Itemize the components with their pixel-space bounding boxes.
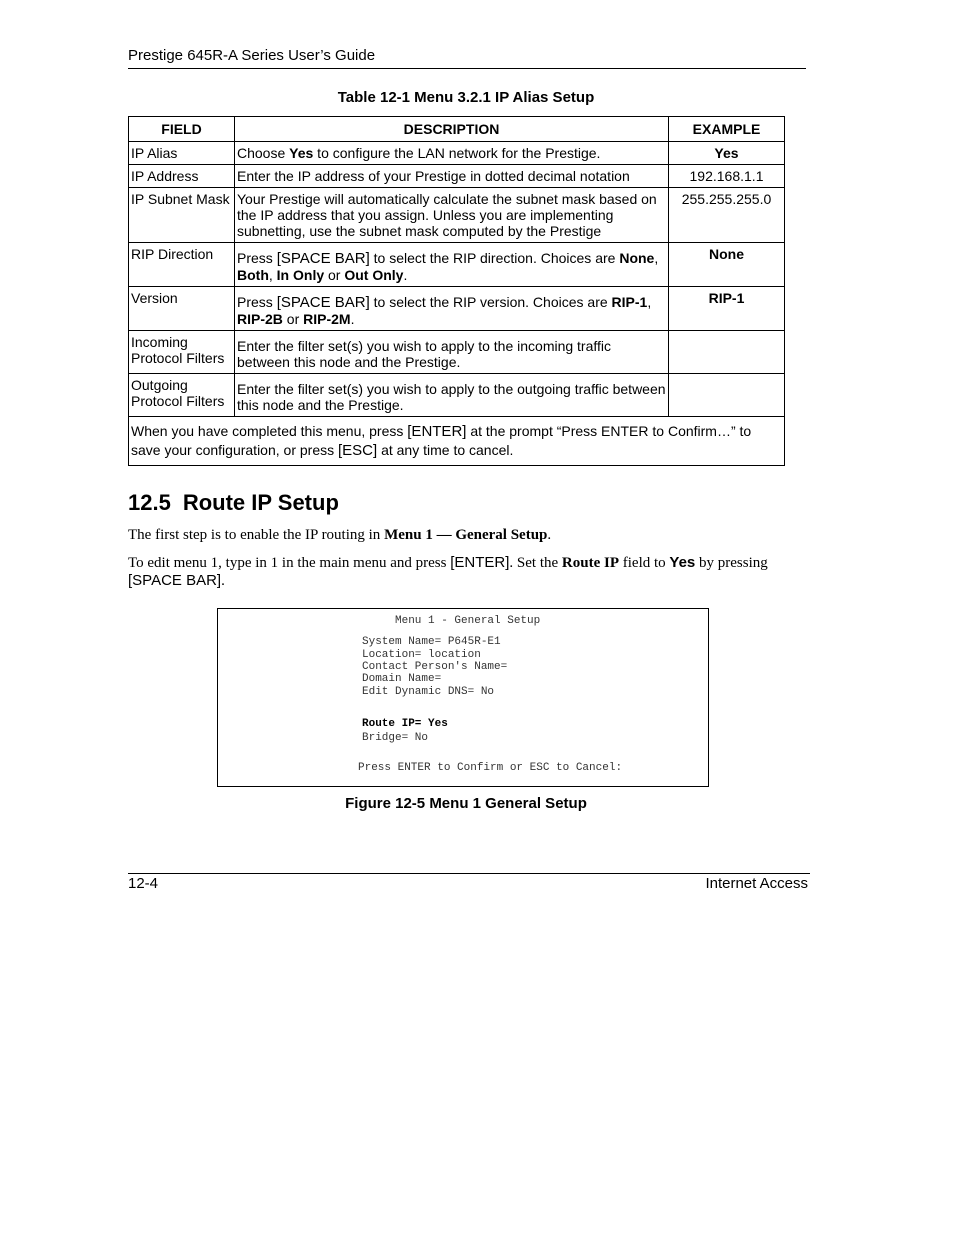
page-number: 12-4 [128, 875, 159, 892]
menu-dynamic-dns: Edit Dynamic DNS= No [362, 686, 495, 698]
description-cell: Enter the filter set(s) you wish to apply to the incoming traffic between this node and the Prestige. [235, 331, 669, 374]
menu-title: Menu 1 - General Setup [395, 615, 541, 627]
header-example: EXAMPLE [669, 117, 785, 142]
header-field: FIELD [129, 117, 235, 142]
table-row [129, 331, 785, 374]
section-heading [128, 490, 339, 516]
paragraph-2: To edit menu 1, type in 1 in the main menu and press [ENTER]. Set the Route IP field to Yes by pressing [SPACE BAR]. [128, 554, 768, 589]
menu-location: Location= location [362, 649, 481, 661]
header-description: DESCRIPTION [235, 117, 669, 142]
paragraph-1: The first step is to enable the IP routing in Menu 1 — General Setup. [128, 527, 552, 543]
ip-alias-table [128, 116, 785, 466]
example-cell: 255.255.255.0 [669, 188, 785, 243]
example-cell: RIP-1 [669, 287, 785, 331]
menu-1-screen [217, 608, 709, 787]
menu-system-name: System Name= P645R-E1 [362, 636, 501, 648]
field-cell: Outgoing Protocol Filters [129, 374, 235, 417]
running-header-title: Prestige 645R-A Series User’s Guide [128, 47, 376, 64]
menu-prompt: Press ENTER to Confirm or ESC to Cancel: [358, 762, 623, 774]
description-cell: Choose Yes to configure the LAN network for the Prestige. [235, 142, 669, 165]
table-row [129, 188, 785, 243]
description-cell: Enter the IP address of your Prestige in dotted decimal notation [235, 165, 669, 188]
table-row [129, 243, 785, 287]
description-cell: Press [SPACE BAR] to select the RIP version. Choices are RIP-1, RIP-2B or RIP-2M. [235, 287, 669, 331]
example-cell: 192.168.1.1 [669, 165, 785, 188]
example-cell: Yes [669, 142, 785, 165]
table-footer-row [129, 417, 785, 466]
menu-domain: Domain Name= [362, 673, 442, 685]
field-cell: IP Address [129, 165, 235, 188]
table-header-row [129, 117, 785, 142]
chapter-title: Internet Access [705, 875, 808, 892]
figure-caption: Figure 12-5 Menu 1 General Setup [345, 795, 587, 812]
footer-rule [128, 873, 810, 874]
menu-contact: Contact Person's Name= [362, 661, 508, 673]
table-footer-note: When you have completed this menu, press [ENTER] at the prompt “Press ENTER to Confirm…” to save your configuration, or press [ESC] at any time to cancel. [129, 417, 785, 466]
menu-bridge: Bridge= No [362, 732, 429, 744]
field-cell: RIP Direction [129, 243, 235, 287]
example-cell [669, 331, 785, 374]
table-row [129, 374, 785, 417]
table-caption: Table 12-1 Menu 3.2.1 IP Alias Setup [337, 89, 595, 106]
description-cell: Your Prestige will automatically calculate the subnet mask based on the IP address that you assign. Unless you are implementing subnetting, use the subnet mask computed by the Prestige [235, 188, 669, 243]
example-cell [669, 374, 785, 417]
table-row [129, 165, 785, 188]
table-row [129, 287, 785, 331]
field-cell: Incoming Protocol Filters [129, 331, 235, 374]
section-title: Route IP Setup [182, 490, 339, 515]
description-cell: Press [SPACE BAR] to select the RIP direction. Choices are None, Both, In Only or Out Only. [235, 243, 669, 287]
field-cell: IP Alias [129, 142, 235, 165]
menu-route-ip: Route IP= Yes [362, 718, 448, 730]
table-row [129, 142, 785, 165]
field-cell: Version [129, 287, 235, 331]
header-rule [128, 68, 806, 69]
field-cell: IP Subnet Mask [129, 188, 235, 243]
section-number: 12.5 [128, 490, 171, 515]
example-cell: None [669, 243, 785, 287]
description-cell: Enter the filter set(s) you wish to apply to the outgoing traffic between this node and the Prestige. [235, 374, 669, 417]
